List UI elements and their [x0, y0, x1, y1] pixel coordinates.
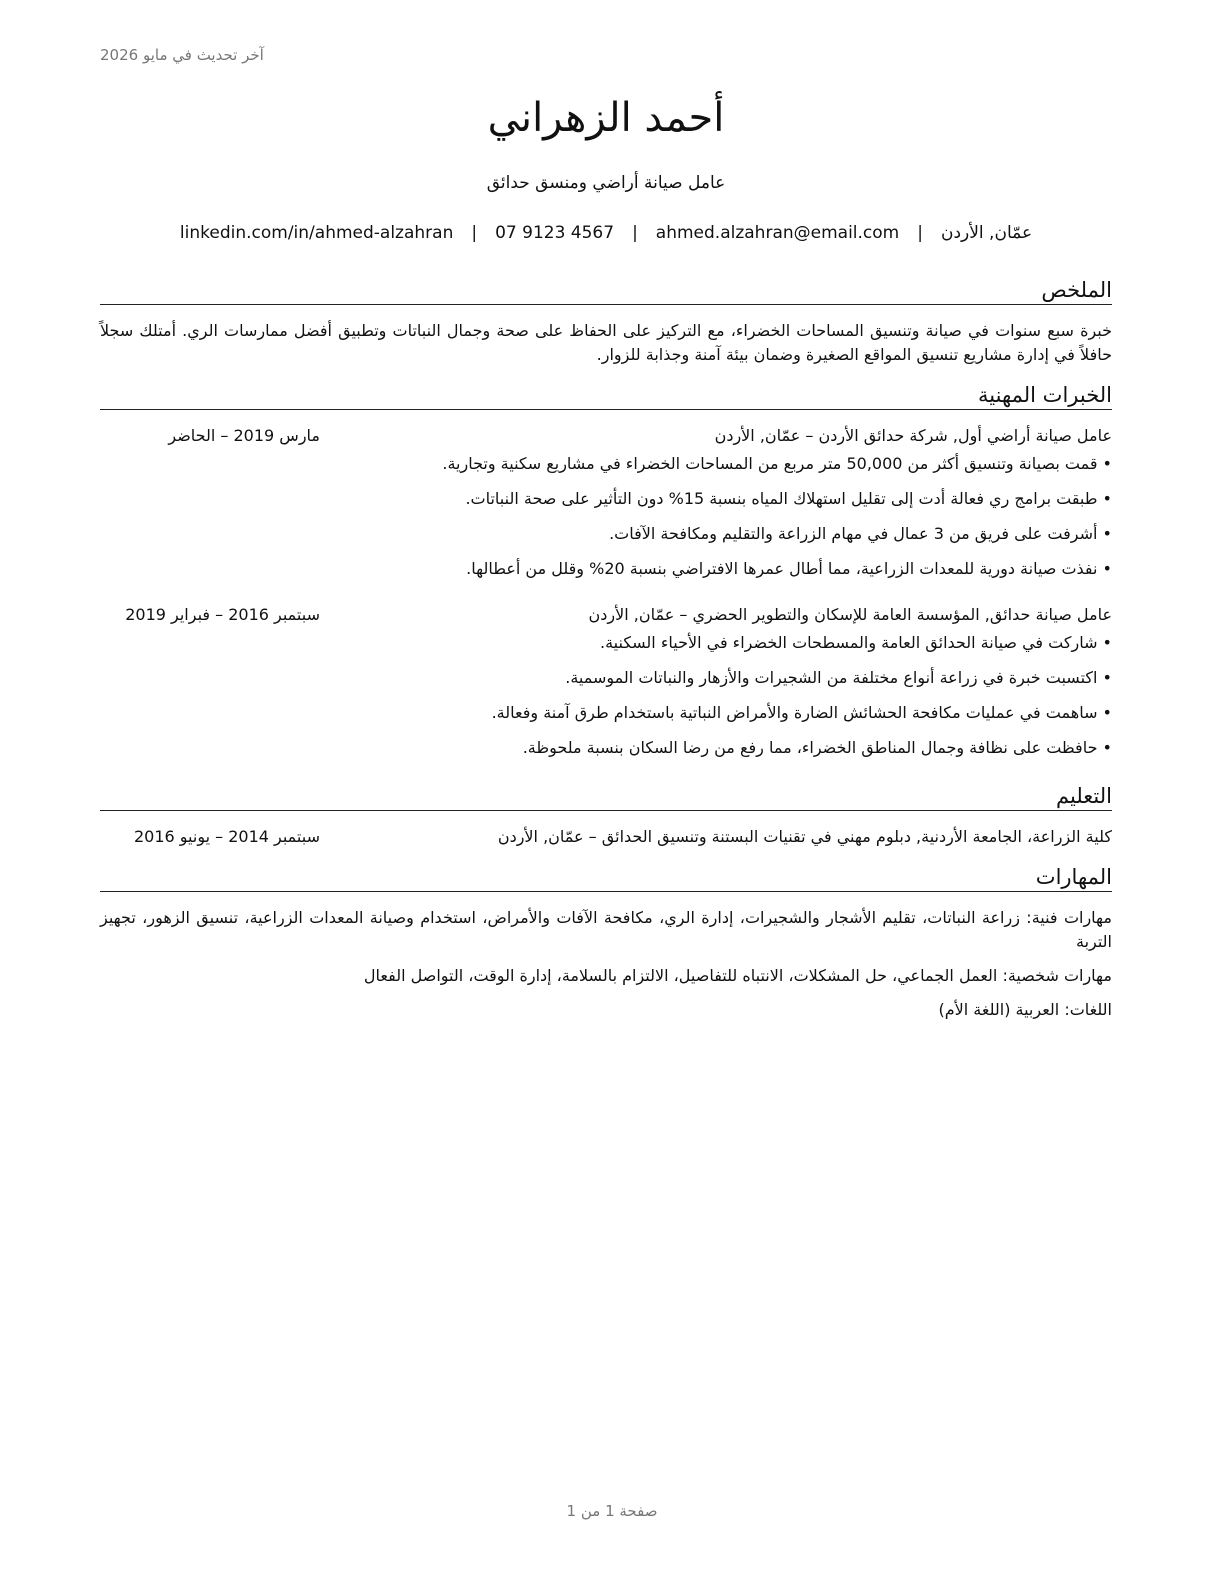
- contact-separator: |: [917, 223, 923, 243]
- education-details: كلية الزراعة، الجامعة الأردنية, دبلوم مهني في تقنيات البستنة وتنسيق الحدائق – عمّان, الأردن: [497, 827, 1112, 846]
- last-updated: آخر تحديث في مايو 2026: [100, 46, 264, 64]
- job-bullet: • قمت بصيانة وتنسيق أكثر من 50,000 متر مربع من المساحات الخضراء في مشاريع سكنية وتجارية.: [100, 452, 1112, 476]
- education-heading: التعليم: [100, 782, 1112, 811]
- education-dates: سبتمبر 2014 – يونيو 2016: [133, 827, 320, 846]
- resume-body: [100, 276, 1112, 1032]
- contact-linkedin[interactable]: linkedin.com/in/ahmed-alzahran: [179, 223, 454, 243]
- experience-section: [100, 381, 1112, 760]
- contact-separator: |: [471, 223, 478, 243]
- job-bullet: • ساهمت في عمليات مكافحة الحشائش الضارة والأمراض النباتية باستخدام طرق آمنة وفعالة.: [100, 701, 1112, 725]
- job-bullet: • نفذت صيانة دورية للمعدات الزراعية، مما أطال عمرها الافتراضي بنسبة 20% وقلل من أعطالها.: [100, 557, 1112, 581]
- contact-phone[interactable]: 07 9123 4567: [495, 223, 615, 243]
- education-section: [100, 782, 1112, 849]
- candidate-name: أحمد الزهراني: [487, 95, 725, 141]
- page-number: صفحة 1 من 1: [566, 1502, 658, 1520]
- contact-location: عمّان, الأردن: [940, 223, 1033, 243]
- contact-email[interactable]: ahmed.alzahran@email.com: [655, 223, 900, 243]
- job-bullet: • شاركت في صيانة الحدائق العامة والمسطحات الخضراء في الأحياء السكنية.: [100, 631, 1112, 655]
- job-title: عامل صيانة أراضي أول, شركة حدائق الأردن – عمّان, الأردن: [714, 426, 1112, 445]
- job-dates: مارس 2019 – الحاضر: [168, 426, 320, 445]
- summary-section: [100, 276, 1112, 367]
- summary-text: خبرة سبع سنوات في صيانة وتنسيق المساحات الخضراء، مع التركيز على الحفاظ على صحة وجمال النباتات وتطبيق أفضل ممارسات الري. أمتلك سجلاً حافلاً في إدارة مشاريع تنسيق المواقع الصغيرة وضمان بيئة آمنة وجذابة للزوار.: [100, 321, 1112, 364]
- job-bullet: • أشرفت على فريق من 3 عمال في مهام الزراعة والتقليم ومكافحة الآفات.: [100, 522, 1112, 546]
- job-bullet: • اكتسبت خبرة في زراعة أنواع مختلفة من الشجيرات والأزهار والنباتات الموسمية.: [100, 666, 1112, 690]
- job-bullets: [100, 452, 1112, 581]
- languages: اللغات: العربية (اللغة الأم): [938, 1000, 1112, 1019]
- contact-separator: |: [632, 223, 638, 243]
- education-entry: [100, 825, 1112, 849]
- experience-heading: الخبرات المهنية: [100, 381, 1112, 410]
- job-header: [100, 603, 1112, 627]
- job-header: [100, 424, 1112, 448]
- job-bullets: [100, 631, 1112, 760]
- skills-heading: المهارات: [100, 863, 1112, 892]
- summary-heading: الملخص: [100, 276, 1112, 305]
- job-title: عامل صيانة حدائق, المؤسسة العامة للإسكان والتطوير الحضري – عمّان, الأردن: [588, 605, 1112, 624]
- skills-section: [100, 863, 1112, 1022]
- job-entry: [100, 603, 1112, 760]
- contact-line: [100, 220, 1112, 246]
- technical-skills: مهارات فنية: زراعة النباتات، تقليم الأشجار والشجيرات، إدارة الري، مكافحة الآفات والأمراض، استخدام وصيانة المعدات الزراعية، تنسيق الزهور، تجهيز التربة: [100, 908, 1112, 951]
- job-dates: سبتمبر 2016 – فبراير 2019: [125, 605, 320, 624]
- personal-skills: مهارات شخصية: العمل الجماعي، حل المشكلات، الانتباه للتفاصيل، الالتزام بالسلامة، إدارة الوقت، التواصل الفعال: [363, 966, 1112, 985]
- job-entry: [100, 424, 1112, 581]
- job-bullet: • حافظت على نظافة وجمال المناطق الخضراء، مما رفع من رضا السكان بنسبة ملحوظة.: [100, 736, 1112, 760]
- job-bullet: • طبقت برامج ري فعالة أدت إلى تقليل استهلاك المياه بنسبة 15% دون التأثير على صحة النباتات.: [100, 487, 1112, 511]
- candidate-title: عامل صيانة أراضي ومنسق حدائق: [486, 173, 726, 193]
- resume-header: [100, 88, 1112, 246]
